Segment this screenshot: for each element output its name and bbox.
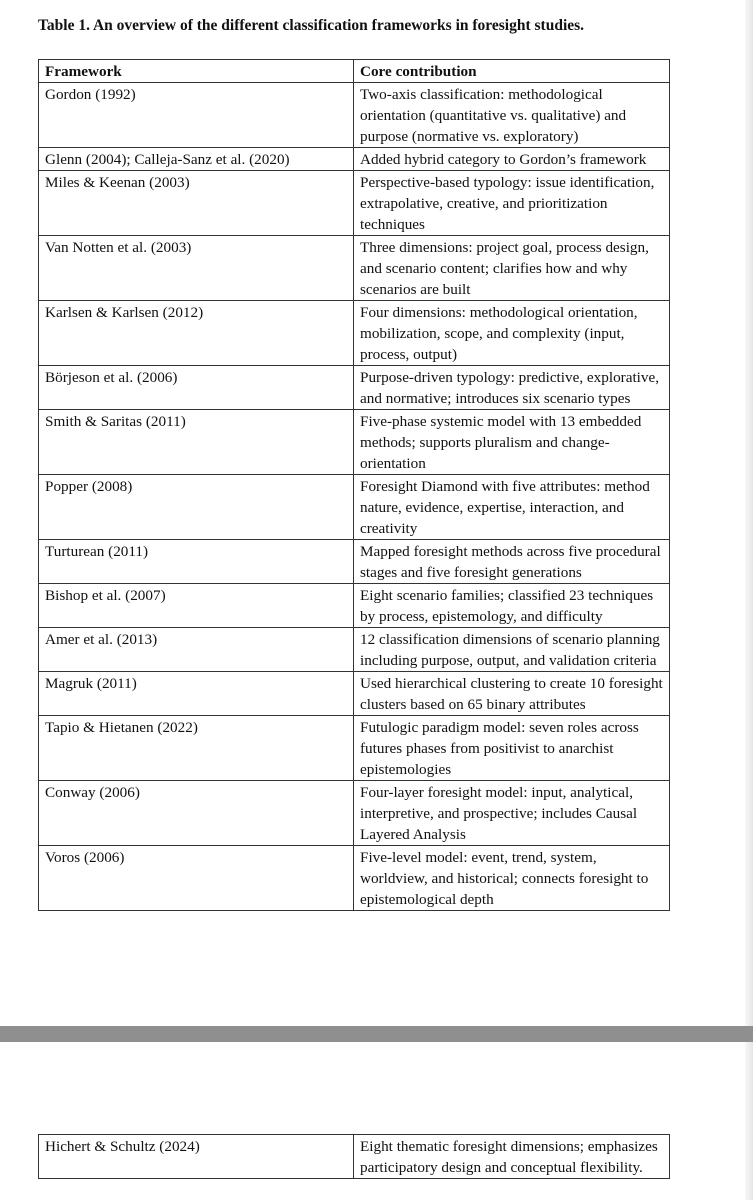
contribution-cell: Eight thematic foresight dimensions; emphasizes participatory design and conceptual flexibility. — [354, 1135, 670, 1179]
table-row — [39, 672, 670, 716]
framework-cell: Turturean (2011) — [39, 540, 354, 584]
framework-cell: Börjeson et al. (2006) — [39, 366, 354, 410]
table-row — [39, 628, 670, 672]
frameworks-table — [38, 59, 670, 911]
header-core-contribution: Core contribution — [354, 60, 670, 83]
contribution-cell: Added hybrid category to Gordon’s framework — [354, 148, 670, 171]
framework-cell: Karlsen & Karlsen (2012) — [39, 301, 354, 366]
framework-cell: Conway (2006) — [39, 781, 354, 846]
table-row — [39, 148, 670, 171]
contribution-cell: Four-layer foresight model: input, analytical, interpretive, and prospective; includes Causal Layered Analysis — [354, 781, 670, 846]
framework-cell: Magruk (2011) — [39, 672, 354, 716]
framework-cell: Hichert & Schultz (2024) — [39, 1135, 354, 1179]
table-row — [39, 584, 670, 628]
frameworks-table-continued — [38, 1134, 670, 1179]
table-row — [39, 301, 670, 366]
table-row — [39, 171, 670, 236]
page-edge-shadow — [745, 0, 753, 1200]
contribution-cell: Foresight Diamond with five attributes: method nature, evidence, expertise, interaction, and creativity — [354, 475, 670, 540]
contribution-cell: Purpose-driven typology: predictive, explorative, and normative; introduces six scenario types — [354, 366, 670, 410]
framework-cell: Smith & Saritas (2011) — [39, 410, 354, 475]
table-caption: Table 1. An overview of the different classification frameworks in foresight studies. — [38, 17, 585, 34]
contribution-cell: Futulogic paradigm model: seven roles across futures phases from positivist to anarchist epistemologies — [354, 716, 670, 781]
table-row — [39, 781, 670, 846]
table-row — [39, 846, 670, 911]
framework-cell: Van Notten et al. (2003) — [39, 236, 354, 301]
header-framework: Framework — [39, 60, 354, 83]
table-row — [39, 366, 670, 410]
table-row — [39, 1135, 670, 1179]
page-break-gap — [0, 1026, 753, 1042]
contribution-cell: Used hierarchical clustering to create 10 foresight clusters based on 65 binary attributes — [354, 672, 670, 716]
contribution-cell: 12 classification dimensions of scenario planning including purpose, output, and validation criteria — [354, 628, 670, 672]
contribution-cell: Eight scenario families; classified 23 techniques by process, epistemology, and difficulty — [354, 584, 670, 628]
table-row — [39, 475, 670, 540]
framework-cell: Miles & Keenan (2003) — [39, 171, 354, 236]
framework-cell: Bishop et al. (2007) — [39, 584, 354, 628]
contribution-cell: Three dimensions: project goal, process design, and scenario content; clarifies how and why scenarios are built — [354, 236, 670, 301]
table-row — [39, 540, 670, 584]
contribution-cell: Four dimensions: methodological orientation, mobilization, scope, and complexity (input, process, output) — [354, 301, 670, 366]
framework-cell: Gordon (1992) — [39, 83, 354, 148]
table-body — [39, 83, 670, 911]
contribution-cell: Five-phase systemic model with 13 embedded methods; supports pluralism and change-orientation — [354, 410, 670, 475]
table-row — [39, 236, 670, 301]
framework-cell: Amer et al. (2013) — [39, 628, 354, 672]
framework-cell: Voros (2006) — [39, 846, 354, 911]
contribution-cell: Five-level model: event, trend, system, worldview, and historical; connects foresight to epistemological depth — [354, 846, 670, 911]
table-row — [39, 83, 670, 148]
table-row — [39, 410, 670, 475]
document-page-2 — [0, 1042, 745, 1200]
table-header-row — [39, 60, 670, 83]
table-row — [39, 716, 670, 781]
contribution-cell: Mapped foresight methods across five procedural stages and five foresight generations — [354, 540, 670, 584]
contribution-cell: Two-axis classification: methodological orientation (quantitative vs. qualitative) and purpose (normative vs. exploratory) — [354, 83, 670, 148]
framework-cell: Tapio & Hietanen (2022) — [39, 716, 354, 781]
framework-cell: Popper (2008) — [39, 475, 354, 540]
contribution-cell: Perspective-based typology: issue identification, extrapolative, creative, and prioritization techniques — [354, 171, 670, 236]
framework-cell: Glenn (2004); Calleja-Sanz et al. (2020) — [39, 148, 354, 171]
